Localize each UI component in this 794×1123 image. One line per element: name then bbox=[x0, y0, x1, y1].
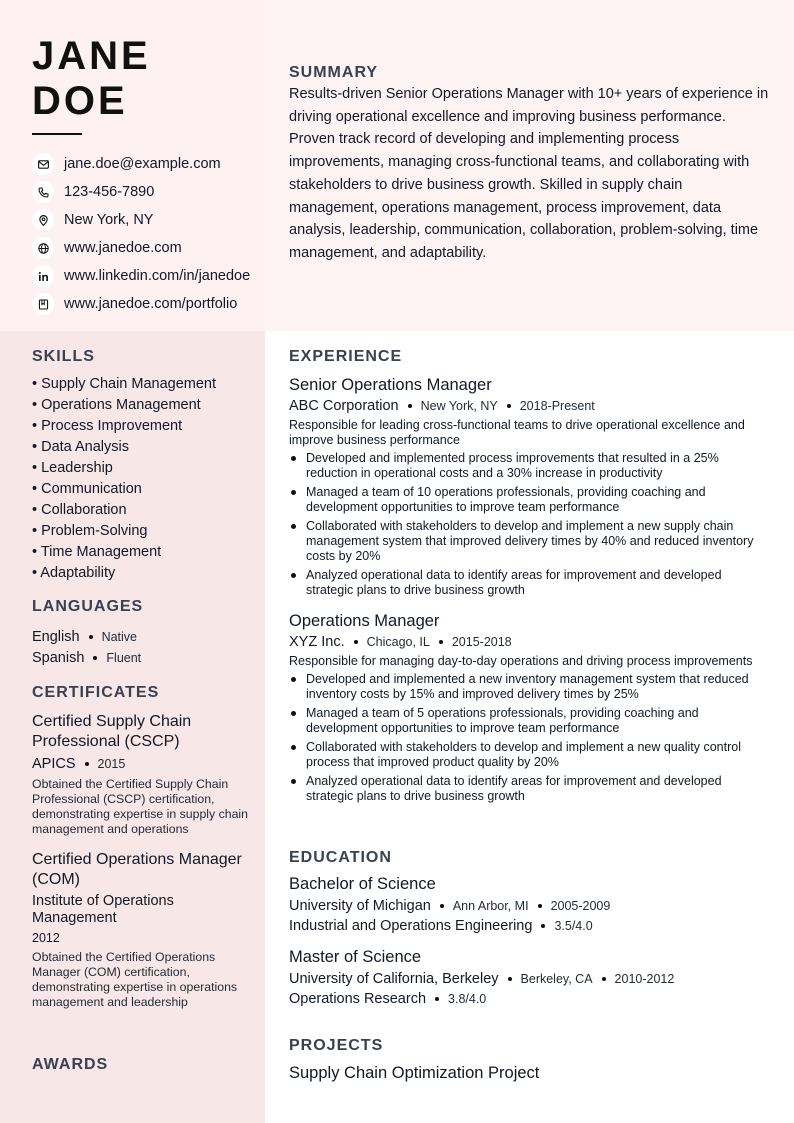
job-dates: 2018-Present bbox=[519, 399, 595, 413]
job-bullet: Analyzed operational data to identify areas for improvement and developed strategic plans to drive business growth bbox=[289, 568, 769, 598]
education-field-row bbox=[289, 991, 769, 1007]
contact-website-text: www.janedoe.com bbox=[64, 240, 182, 256]
name-divider bbox=[32, 133, 82, 135]
education-degree: Master of Science bbox=[289, 948, 422, 966]
separator-dot bbox=[435, 997, 439, 1001]
contact-portfolio[interactable] bbox=[32, 290, 267, 318]
certificate-name: Certified Operations Manager (COM) bbox=[32, 851, 242, 888]
job-bullet: Analyzed operational data to identify areas for improvement and developed strategic plans to drive business growth bbox=[289, 774, 769, 804]
candidate-name bbox=[32, 34, 252, 124]
separator-dot bbox=[85, 762, 89, 766]
skill-item: • Leadership bbox=[32, 460, 113, 476]
job-bullet: Managed a team of 10 operations professionals, providing coaching and development opportunities to improve team performance bbox=[289, 485, 769, 515]
education-location: Berkeley, CA bbox=[520, 972, 593, 986]
phone-icon bbox=[32, 181, 54, 203]
last-name: DOE bbox=[32, 79, 128, 123]
education-location: Ann Arbor, MI bbox=[452, 899, 529, 913]
job-location: New York, NY bbox=[420, 399, 498, 413]
job-bullet: Collaborated with stakeholders to develop and implement a new quality control process that improved product quality by 20% bbox=[289, 740, 769, 770]
separator-dot bbox=[507, 404, 511, 408]
education-degree: Bachelor of Science bbox=[289, 875, 436, 893]
skill-item: • Data Analysis bbox=[32, 439, 129, 455]
globe-icon bbox=[32, 237, 54, 259]
separator-dot bbox=[538, 904, 542, 908]
job-bullets bbox=[289, 451, 769, 598]
education-field: Industrial and Operations Engineering bbox=[289, 918, 533, 934]
education-field-row bbox=[289, 918, 769, 934]
job-description: Responsible for leading cross-functional teams to drive operational excellence and improve business performance bbox=[289, 418, 745, 447]
experience-section bbox=[289, 348, 769, 808]
first-name: JANE bbox=[32, 34, 151, 78]
job-title: Operations Manager bbox=[289, 612, 440, 630]
skills-section bbox=[32, 348, 257, 584]
language-item bbox=[32, 647, 257, 668]
contact-phone[interactable] bbox=[32, 178, 267, 206]
linkedin-icon bbox=[32, 265, 54, 287]
projects-section bbox=[289, 1037, 769, 1083]
certificate-org: APICS bbox=[32, 756, 76, 772]
skill-item: • Collaboration bbox=[32, 502, 127, 518]
skill-item: • Supply Chain Management bbox=[32, 376, 217, 392]
contact-email[interactable] bbox=[32, 150, 267, 178]
separator-dot bbox=[602, 977, 606, 981]
education-school: University of Michigan bbox=[289, 898, 431, 914]
language-item bbox=[32, 626, 257, 647]
awards-heading: AWARDS bbox=[32, 1056, 109, 1073]
job-meta bbox=[289, 634, 769, 650]
skill-item: • Adaptability bbox=[32, 565, 116, 581]
certificate-year: 2012 bbox=[32, 931, 60, 945]
skills-list bbox=[32, 374, 257, 584]
job-item bbox=[289, 612, 769, 804]
job-meta bbox=[289, 398, 769, 414]
certificates-heading: CERTIFICATES bbox=[32, 684, 160, 701]
separator-dot bbox=[439, 640, 443, 644]
certificates-section bbox=[32, 684, 257, 1010]
education-heading: EDUCATION bbox=[289, 849, 392, 866]
certificate-org: Institute of Operations Management bbox=[32, 893, 174, 926]
education-item bbox=[289, 875, 769, 934]
certificate-meta bbox=[32, 756, 257, 772]
education-field: Operations Research bbox=[289, 991, 427, 1007]
bookmark-icon bbox=[32, 293, 54, 315]
summary-section bbox=[289, 64, 769, 265]
certificate-item bbox=[32, 712, 257, 837]
languages-section bbox=[32, 598, 257, 668]
job-dates: 2015-2018 bbox=[451, 635, 512, 649]
skills-heading: SKILLS bbox=[32, 348, 95, 365]
job-bullets bbox=[289, 672, 769, 804]
skill-item: • Time Management bbox=[32, 544, 162, 560]
skill-item: • Operations Management bbox=[32, 397, 201, 413]
experience-heading: EXPERIENCE bbox=[289, 348, 403, 365]
skill-item: • Communication bbox=[32, 481, 142, 497]
education-dates: 2005-2009 bbox=[550, 899, 611, 913]
education-item bbox=[289, 948, 769, 1007]
skill-item: • Process Improvement bbox=[32, 418, 183, 434]
job-location: Chicago, IL bbox=[366, 635, 430, 649]
contact-website[interactable] bbox=[32, 234, 267, 262]
projects-heading: PROJECTS bbox=[289, 1037, 384, 1054]
certificate-name: Certified Supply Chain Professional (CSCP) bbox=[32, 713, 192, 750]
education-school: University of California, Berkeley bbox=[289, 971, 499, 987]
separator-dot bbox=[440, 904, 444, 908]
job-item bbox=[289, 376, 769, 598]
job-bullet: Managed a team of 5 operations professionals, providing coaching and development opportunities to improve team performance bbox=[289, 706, 769, 736]
skill-item: • Problem-Solving bbox=[32, 523, 148, 539]
education-gpa: 3.5/4.0 bbox=[554, 919, 593, 933]
certificate-description: Obtained the Certified Supply Chain Professional (CSCP) certification, demonstrating expertise in supply chain management and operations bbox=[32, 777, 249, 836]
separator-dot bbox=[89, 635, 93, 639]
contact-phone-text: 123-456-7890 bbox=[64, 184, 155, 200]
job-company: ABC Corporation bbox=[289, 398, 399, 414]
education-section bbox=[289, 849, 769, 1007]
certificate-description: Obtained the Certified Operations Manager (COM) certification, demonstrating expertise in operations management and leadership bbox=[32, 950, 238, 1009]
education-school-row bbox=[289, 898, 769, 914]
education-dates: 2010-2012 bbox=[614, 972, 675, 986]
awards-section bbox=[32, 1056, 108, 1074]
contact-location bbox=[32, 206, 267, 234]
contact-email-text: jane.doe@example.com bbox=[64, 156, 221, 172]
languages-heading: LANGUAGES bbox=[32, 598, 144, 615]
certificate-year: 2015 bbox=[97, 757, 126, 771]
language-name: English bbox=[32, 628, 80, 645]
mail-icon bbox=[32, 153, 54, 175]
contact-list bbox=[32, 150, 267, 318]
separator-dot bbox=[541, 924, 545, 928]
language-name: Spanish bbox=[32, 649, 85, 666]
separator-dot bbox=[408, 404, 412, 408]
education-school-row bbox=[289, 971, 769, 987]
job-bullet: Developed and implemented a new inventory management system that reduced inventory costs by 15% and improved delivery times by 25% bbox=[289, 672, 769, 702]
language-level: Native bbox=[101, 629, 137, 644]
language-level: Fluent bbox=[106, 650, 142, 665]
project-title: Supply Chain Optimization Project bbox=[289, 1064, 540, 1082]
separator-dot bbox=[508, 977, 512, 981]
separator-dot bbox=[354, 640, 358, 644]
certificate-item bbox=[32, 850, 257, 1010]
contact-location-text: New York, NY bbox=[64, 212, 154, 228]
contact-linkedin-text: www.linkedin.com/in/janedoe bbox=[64, 268, 251, 284]
education-gpa: 3.8/4.0 bbox=[448, 992, 487, 1006]
summary-heading: SUMMARY bbox=[289, 64, 379, 81]
job-bullet: Collaborated with stakeholders to develop and implement a new supply chain management system that improved delivery times by 40% and reduced inventory costs by 20% bbox=[289, 519, 769, 564]
job-description: Responsible for managing day-to-day operations and driving process improvements bbox=[289, 654, 753, 668]
job-company: XYZ Inc. bbox=[289, 634, 345, 650]
job-title: Senior Operations Manager bbox=[289, 376, 492, 394]
job-bullet: Developed and implemented process improvements that resulted in a 25% reduction in operational costs and a 30% increase in productivity bbox=[289, 451, 769, 481]
location-pin-icon bbox=[32, 209, 54, 231]
contact-linkedin[interactable] bbox=[32, 262, 267, 290]
separator-dot bbox=[93, 656, 97, 660]
summary-text: Results-driven Senior Operations Manager with 10+ years of experience in driving operational excellence and improving business performance. Proven track record of developing and implementing process improvements, managing cross-functional teams, and collaborating with stakeholders to drive business growth. Skilled in supply chain management, operations management, process improvement, data analysis, leadership, communication, collaboration, problem-solving, time management, and adaptability. bbox=[289, 86, 769, 261]
contact-portfolio-text: www.janedoe.com/portfolio bbox=[64, 296, 238, 312]
